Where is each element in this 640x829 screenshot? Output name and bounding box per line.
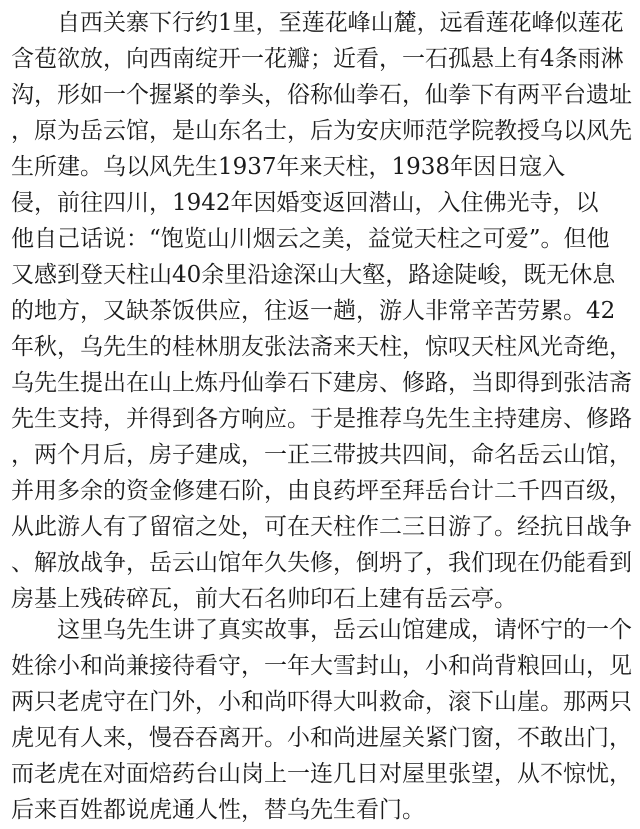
text-line: 这里乌先生讲了真实故事，岳云山馆建成，请怀宁的一个 <box>11 617 632 643</box>
text-line: 的地方，又缺茶饭供应，往返一趟，游人非常辛苦劳累。42 <box>11 298 616 324</box>
text-line: 含苞欲放，向西南绽开一花瓣；近看，一石孤悬上有4条雨淋 <box>11 46 624 72</box>
text-line: ，原为岳云馆，是山东名士，后为安庆师范学院教授乌以风先 <box>11 118 632 144</box>
text-line: 年秋，乌先生的桂林朋友张法斋来天柱，惊叹天柱风光奇绝， <box>11 334 632 360</box>
text-line: 虎见有人来，慢吞吞离开。小和尚进屋关紧门窗，不敢出门， <box>11 725 632 751</box>
text-line: 两只老虎守在门外，小和尚吓得大叫救命，滚下山崖。那两只 <box>11 689 632 715</box>
text-line: 沟，形如一个握紧的拳头，俗称仙拳石，仙拳下有两平台遗址 <box>11 82 632 108</box>
text-line: 生所建。乌以风先生1937年来天柱，1938年因日寇入 <box>11 154 566 180</box>
text-line: 他自己话说：“饱览山川烟云之美，益觉天柱之可爱”。但他 <box>11 226 610 252</box>
text-line: 侵，前往四川，1942年因婚变返回潜山，入住佛光寺，以 <box>11 190 599 216</box>
text-line: 又感到登天柱山40余里沿途深山大壑，路途陡峻，既无休息 <box>11 262 616 288</box>
text-line: 自西关寨下行约1里，至莲花峰山麓，远看莲花峰似莲花 <box>11 10 624 36</box>
text-line: 姓徐小和尚兼接待看守，一年大雪封山，小和尚背粮回山，见 <box>11 653 632 679</box>
text-line: ，两个月后，房子建成，一正三带披共四间，命名岳云山馆， <box>11 442 632 468</box>
text-line: 、解放战争，岳云山馆年久失修，倒坍了，我们现在仍能看到 <box>11 550 632 576</box>
text-line: 后来百姓都说虎通人性，替乌先生看门。 <box>11 797 425 823</box>
text-line: 而老虎在对面焙药台山岗上一连几日对屋里张望，从不惊忧， <box>11 761 632 787</box>
text-line: 房基上残砖碎瓦，前大石名帅印石上建有岳云亭。 <box>11 586 517 612</box>
text-line: 乌先生提出在山上炼丹仙拳石下建房、修路，当即得到张洁斋 <box>11 370 632 396</box>
text-line: 并用多余的资金修建石阶，由良药坪至拜岳台计二千四百级， <box>11 478 632 504</box>
text-line: 从此游人有了留宿之处，可在天柱作二三日游了。经抗日战争 <box>11 514 632 540</box>
text-line: 先生支持，并得到各方响应。于是推荐乌先生主持建房、修路 <box>11 406 632 432</box>
